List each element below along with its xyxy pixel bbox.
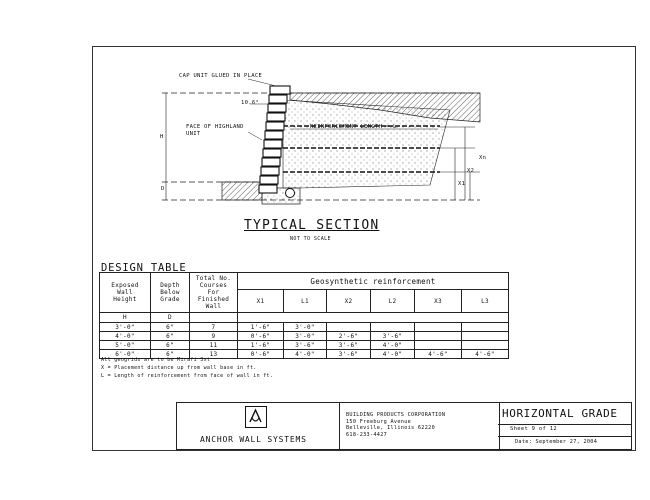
d-label: D xyxy=(161,186,165,192)
x2-label: X2 xyxy=(467,168,475,174)
table-row: 5'-0" 6" 11 1'-6" 3'-6" 3'-6" 4'-0" xyxy=(100,341,509,350)
company-name: ANCHOR WALL SYSTEMS xyxy=(200,435,307,444)
backfill-zone xyxy=(283,100,450,188)
drawing-date: Date: September 27, 2004 xyxy=(515,439,598,445)
table-notes: All geogrids are to be Mirafi 3xt X = Placement distance up from wall base in ft. L = Length of reinforcement from face of wall in ft. xyxy=(101,357,274,379)
xn-label: Xn xyxy=(479,155,487,161)
table-row: 4'-0" 6" 9 0'-6" 3'-0" 2'-6" 3'-6" xyxy=(100,332,509,341)
face-unit-label: UNIT xyxy=(186,131,201,137)
face-label: FACE OF HIGHLAND xyxy=(186,124,244,130)
anchor-logo-icon xyxy=(245,406,267,428)
h-label: H xyxy=(160,134,164,140)
design-table: Exposed Wall Height Depth Below Grade Total No. Courses For Finished Wall Geosynthetic reinforcement X1 L1 X2 L2 X3 L3 H D 3'-0" 6" 7 1'-6" 3'-0" 4'-0" 6" 9 0'-6" 3'-0" 2'-6" 3'-6" 5'-0" 6" 11 1'-6" 3'-6" 3'-6" 4'-0" 6'-0" 6" 13 0'-6" 4'-0" 3'-6" 4'-0" 4'-6" 4'-6" xyxy=(99,272,509,359)
sheet-number: Sheet 9 of 12 xyxy=(510,426,557,432)
section-title: TYPICAL SECTION xyxy=(244,218,380,233)
design-table-title: DESIGN TABLE xyxy=(101,262,187,274)
company-address: BUILDING PRODUCTS CORPORATION 150 Freeburg Avenue Belleville, Illinois 62220 618-233-4427 xyxy=(346,412,446,438)
table-row: 6'-0" 6" 13 0'-6" 4'-0" 3'-6" 4'-0" 4'-6" 4'-6" xyxy=(100,350,509,359)
table-row: 3'-0" 6" 7 1'-6" 3'-0" xyxy=(100,323,509,332)
cap-unit-label: CAP UNIT GLUED IN PLACE xyxy=(179,73,263,79)
reinforcement-label: REINFORCEMENT LENGTH = L xyxy=(310,124,397,130)
angle-label: 10.6° xyxy=(241,100,260,106)
section-subtitle: NOT TO SCALE xyxy=(290,236,331,242)
x1-label: X1 xyxy=(458,181,466,187)
drawing-title: HORIZONTAL GRADE xyxy=(502,407,618,420)
geosynthetic-header: Geosynthetic reinforcement xyxy=(238,273,509,290)
